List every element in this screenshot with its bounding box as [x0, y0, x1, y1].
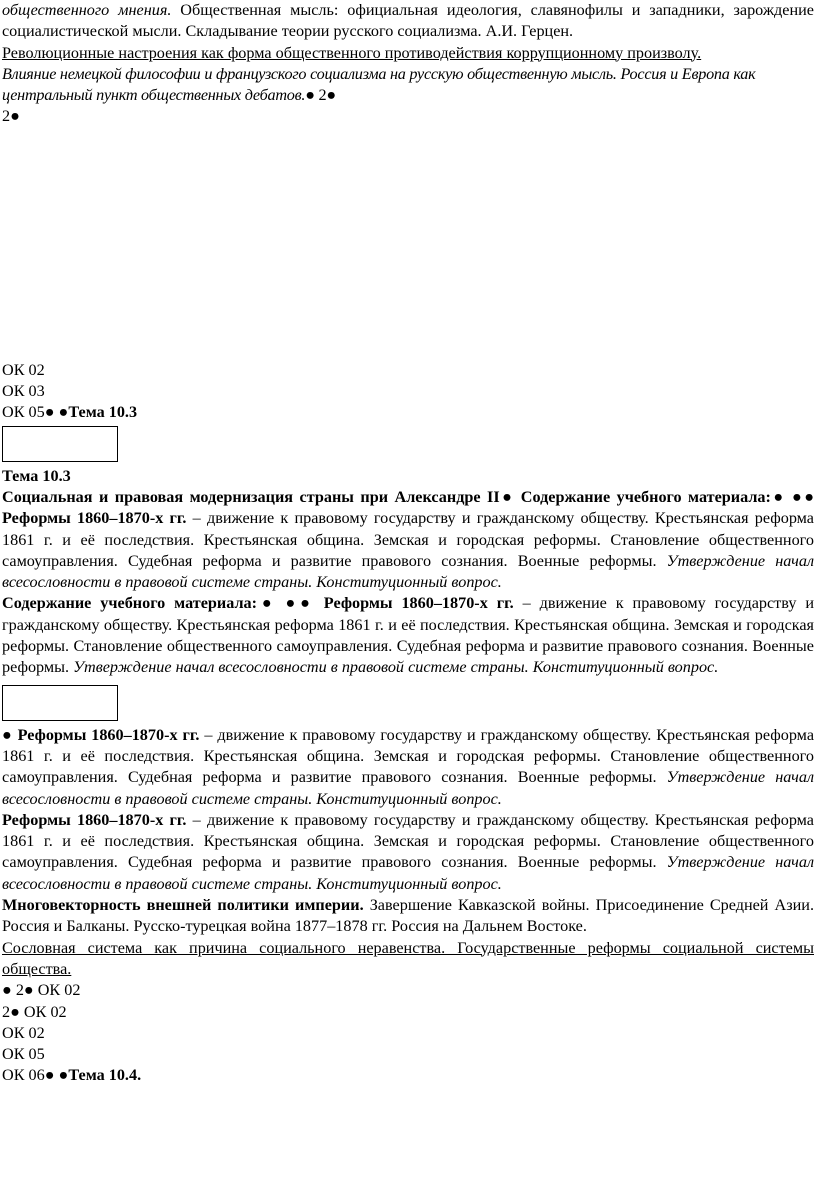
marker: ● [2, 725, 18, 744]
reforms-heading: Реформы 1860–1870-х гг. [2, 509, 187, 528]
reforms-text: – движение к правовому государству и гражданскому обществу. Крестьянская реформа 1861 г. и её последствия. Крестьянская община. Земская и городская реформы. Становление общественного самоуправления. Судебная реформа и развитие правового сознания. Военные реформы. [2, 594, 815, 677]
ok-code-text: ОК 05● ● [2, 403, 69, 422]
theme-title: Социальная и правовая модернизация страны при Александре II [2, 487, 500, 506]
influence-paragraph [2, 64, 814, 107]
reforms-heading: Реформы 1860–1870-х гг. [2, 810, 187, 829]
ok-code-line: ОК 02 [2, 360, 45, 379]
content-label: Содержание учебного материала: [2, 594, 258, 613]
reforms-italic: Утверждение начал всесословности в правовой системе страны. Конституционный вопрос. [2, 768, 814, 808]
marker: ● ●● [257, 594, 324, 613]
influence-marker: ● 2● [305, 86, 336, 105]
estate-system-line: Сословная система как причина социального неравенства. Государственные реформы социальной системы общества. [2, 938, 814, 978]
content-label: Содержание учебного материала: [520, 487, 771, 506]
intro-paragraph [2, 0, 814, 43]
marker-line: 2● [2, 107, 20, 126]
reforms-text: – движение к правовому государству и гражданскому обществу. Крестьянская реформа 1861 г. и её последствия. Крестьянская община. Земская и городская реформы. Становление общественного самоуправления. Судебная реформа и развитие правового сознания. Военные реформы. [2, 509, 814, 570]
ok-code-line: ОК 02 [2, 1023, 45, 1042]
reforms-heading: Реформы 1860–1870-х гг. [323, 594, 514, 613]
ok-code-line: ОК 05 [2, 1045, 45, 1064]
ok-code-line [2, 402, 814, 423]
ok-code-line: ● 2● ОК 02 [2, 981, 81, 1000]
theme-label: Тема 10.3 [68, 403, 138, 422]
ok-code-line [2, 1065, 814, 1086]
theme-label: Тема 10.4. [68, 1066, 142, 1085]
reforms-text: – движение к правовому государству и гражданскому обществу. Крестьянская реформа 1861 г. и её последствия. Крестьянская община. Земская и городская реформы. Становление общественного самоуправления. Судебная реформа и развитие правового сознания. Военные реформы. [2, 810, 814, 872]
empty-table-cell [2, 426, 118, 462]
intro-text: Общественная мысль: официальная идеология, славянофилы и западники, зарождение социалистической мысли. Складывание теории русского социализма. А.И. Герцен. [2, 1, 814, 41]
theme-content-paragraph [2, 487, 814, 593]
intro-italic: общественного мнения. [2, 1, 172, 19]
reforms-heading: Реформы 1860–1870-х гг. [17, 725, 200, 744]
foreign-policy-text: Завершение Кавказской войны. Присоединение Средней Азии. Россия и Балканы. Русско-турецкая война 1877–1878 гг. Россия на Дальнем Востоке. [2, 896, 814, 936]
reforms-italic: Утверждение начал всесословности в правовой системе страны. Конституционный вопрос. [69, 658, 719, 677]
reforms-italic: Утверждение начал всесословности в правовой системе страны. Конституционный вопрос. [2, 853, 814, 893]
theme-heading: Тема 10.3 [2, 466, 71, 485]
marker: ● [499, 487, 521, 506]
marker: ● ●● [770, 487, 815, 506]
content-paragraph [2, 593, 814, 678]
foreign-policy-paragraph [2, 895, 814, 938]
blank-space [2, 128, 814, 360]
revolutionary-moods-line: Революционные настроения как форма общественного противодействия коррупционному произволу. [2, 43, 702, 62]
empty-table-cell [2, 685, 118, 721]
foreign-policy-heading: Многовекторность внешней политики империи. [2, 896, 364, 915]
ok-code-text: ОК 06● ● [2, 1066, 69, 1085]
reforms-italic: Утверждение начал всесословности в правовой системе страны. Конституционный вопрос. [2, 551, 814, 592]
ok-code-line: 2● ОК 02 [2, 1002, 67, 1021]
influence-text: Влияние немецкой философии и французского социализма на русскую общественную мысль. Россия и Европа как центральный пункт общественных дебатов. [2, 64, 756, 105]
reforms-paragraph [2, 725, 814, 810]
ok-code-line: ОК 03 [2, 382, 45, 401]
reforms-paragraph [2, 810, 814, 895]
document-page [2, 0, 814, 1087]
reforms-text: – движение к правовому государству и гражданскому обществу. Крестьянская реформа 1861 г. и её последствия. Крестьянская община. Земская и городская реформы. Становление общественного самоуправления. Судебная реформа и развитие правового сознания. Военные реформы. [2, 725, 814, 787]
